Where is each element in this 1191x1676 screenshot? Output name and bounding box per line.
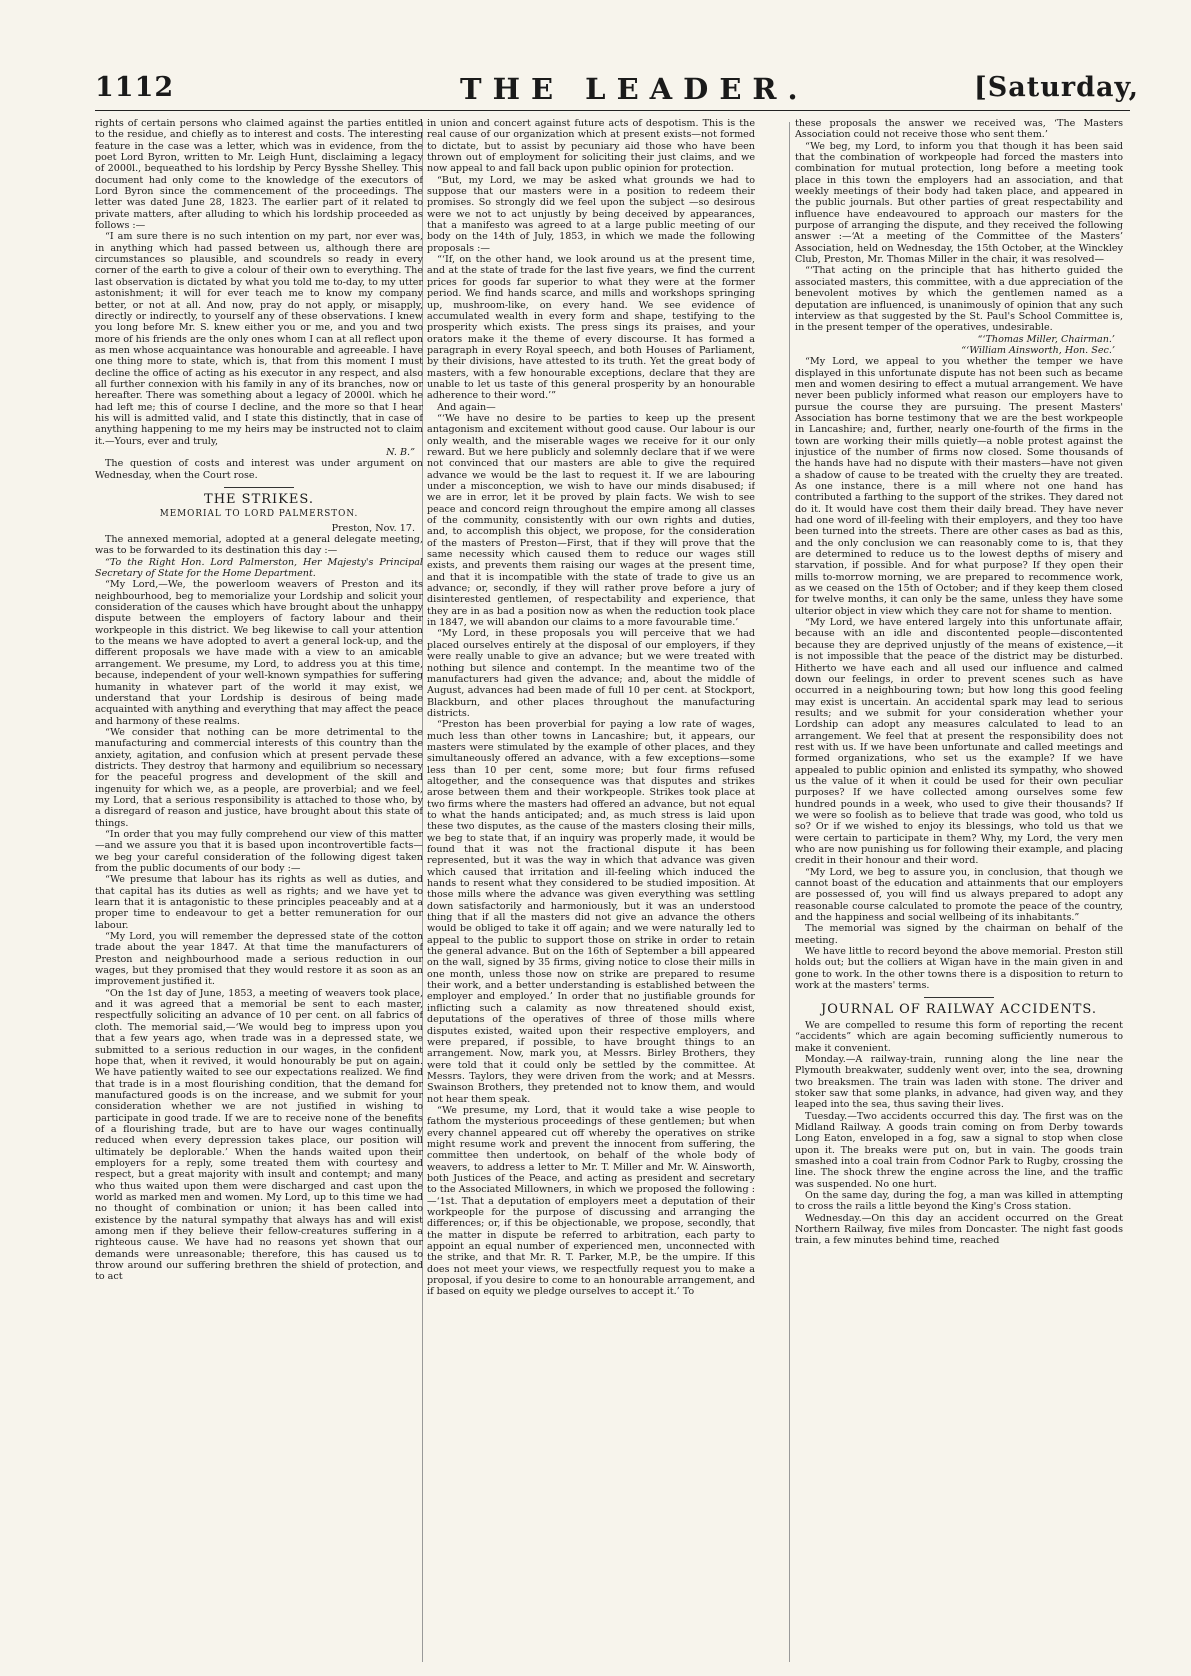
paragraph: “‘That acting on the principle that has hitherto guided the associated masters, this committee, with a due appreciation of the benevolent motives by which the gentlemen named as a deputation are influenced, is unanimously of opinion that any such interview as that suggested by the St. Paul's School Committee is, in the present temper of the operatives, undesirable. — [795, 265, 1123, 334]
paragraph: “My Lord, you will remember the depressed state of the cotton trade about the year 1847. At that time the manufacturers of Preston and neighbourhood made a serious reduction in our wages, but they promised that they would restore it as soon as an improvement justified it. — [95, 931, 423, 988]
paragraph: “‘If, on the other hand, we look around us at the present time, and at the state of trade for the last five years, we find the current prices for goods far superior to what they were at the former period. We find hands scarce, and mills and workshops springing up, mushroom-like, on every hand. We see evidence of accumulated wealth in every form and shape, testifying to the prosperity which exists. The press sings its praises, and your orators make it the theme of every discourse. It has formed a paragraph in every Royal speech, and both Houses of Parliament, by their divisions, have attested to its truth. Yet the great body of masters, with a few honourable exceptions, declare that they are unable to let us taste of this general prosperity by an honourable adherence to their word.’” — [427, 254, 755, 402]
paragraph: “We presume that labour has its rights as well as duties, and that capital has its duties as well as rights; and we have yet to learn that it is antagonistic to these principles peaceably and at a proper time to endeavour to get a better remuneration for our labour. — [95, 874, 423, 931]
column-1 — [95, 118, 423, 1666]
column-3 — [795, 118, 1123, 1666]
section-heading: JOURNAL OF RAILWAY ACCIDENTS. — [820, 1002, 1097, 1018]
paragraph: The question of costs and interest was under argument on Wednesday, when the Court rose. — [95, 458, 423, 481]
masthead — [95, 72, 1139, 112]
paragraph: “I am sure there is no such intention on my part, nor ever was, in anything which had passed between us, although there are circumstances so plausible, and scoundrels so ready in every corner of the earth to give a colour of their own to everything. The last observation is dictated by what you told me to-day, to my utter astonishment; it will for ever teach me to know my company better, or not at all. And now, pray do not apply, or misapply, directly or indirectly, to yourself any of these observations. I knew you long before Mr. S. knew either you or me, and you and two more of his friends are the only ones whom I can at all reflect upon as men whose acquaintance was honourable and agreeable. I have one thing more to state, which is, that from this moment I must decline the office of acting as his executor in any respect, and also all further connexion with his family in any of its branches, now or hereafter. There was something about a legacy of 2000l. which he had left me; this of course I decline, and the more so that I hear his will is admitted valid, and I state this distinctly, that in case of anything happening to me my heirs may be instructed not to claim it.—Yours, ever and truly, — [95, 231, 423, 447]
page-number: 1112 — [95, 72, 175, 103]
newspaper-title: THE LEADER. — [460, 72, 809, 106]
paragraph: “My Lord, we beg to assure you, in conclusion, that though we cannot boast of the education and attainments that our employers are possessed of, you will find us always prepared to adopt any reasonable course calculated to promote the peace of the country, and the happiness and social wellbeing of its inhabitants.” — [795, 866, 1123, 924]
paragraph: these proposals the answer we received was, ‘The Masters Association could not receive those who sent them.’ — [795, 118, 1123, 141]
paragraph: “My Lord,—We, the powerloom weavers of Preston and its neighbourhood, beg to memorialize your Lordship and solicit your consideration of the causes which have brought about the unhappy dispute between the employers of factory labour and their workpeople in this district. We beg likewise to call your attention to the means we have adopted to avert a general lock-up, and the different proposals we have made with a view to an amicable arrangement. We presume, my Lord, to address you at this time, because, independent of your well-known sympathies for suffering humanity in whatever part of the world it may exist, we understand that your Lordship is desirous of being made acquainted with anything and everything that may affect the peace and harmony of these realms. — [95, 579, 423, 727]
paragraph: “In order that you may fully comprehend our view of this matter—and we assure you that it is based upon incontrovertible facts—we beg your careful consideration of the following digest taken from the public documents of our body :— — [95, 828, 423, 874]
paragraph: And again— — [437, 401, 496, 413]
paragraph: We are compelled to resume this form of reporting the recent “accidents” which are again becoming sufficiently numerous to make it convenient. — [795, 1019, 1123, 1054]
paragraph: Wednesday.—On this day an accident occurred on the Great Northern Railway, five miles from Doncaster. The night fast goods train, a few minutes behind time, reached — [795, 1212, 1123, 1247]
signature: “‘William Ainsworth, Hon. Sec.’ — [961, 344, 1115, 356]
section-heading: THE STRIKES. — [204, 492, 314, 507]
paragraph: “We beg, my Lord, to inform you that though it has been said that the combination of workpeople had forced the masters into combination for mutual protection, long before a meeting took place in this town the employers had an association, and that weekly meetings of their body had taken place, and appeared in the public journals. But other parties of great respectability and influence have endeavoured to approach our masters for the purpose of arranging the dispute, and they received the following answer :—‘At a meeting of the Committee of the Masters’ Association, held on Wednesday, the 15th October, at the Winckley Club, Preston, Mr. Thomas Miller in the chair, it was resolved— — [795, 140, 1123, 266]
paragraph: Tuesday.—Two accidents occurred this day. The first was on the Midland Railway. A goods train coming on from Derby towards Long Eaton, enveloped in a fog, saw a signal to stop when close upon it. The breaks were put on, but in vain. The goods train smashed into a coal train from Codnor Park to Rugby, crossing the line. The shock threw the engine across the line, and the traffic was suspended. No one hurt. — [795, 1110, 1123, 1190]
column-rule — [789, 122, 790, 1662]
signature: N. B.” — [386, 446, 415, 458]
paragraph: We have little to record beyond the above memorial. Preston still holds out; but the colliers at Wigan have in the main given in and gone to work. In the other towns there is a disposition to return to work at the masters' terms. — [795, 946, 1123, 992]
paragraph: “‘We have no desire to be parties to keep up the present antagonism and excitement without good cause. Our labour is our only wealth, and the miserable wages we receive for it our only reward. But we here publicly and solemnly declare that if we were not convinced that our masters are able to give the required advance we would be the last to request it. If we are labouring under a misconception, we wish to have our minds disabused; if we are in error, let it be proved by plain facts. We wish to see peace and concord reign throughout the empire among all classes of the community, consistently with our own rights and duties, and, to accomplish this object, we propose, for the consideration of the masters of Preston—First, that if they will prove that the same necessity which caused them to reduce our wages still exists, and prevents them raising our wages at the present time, and that it is incompatible with the state of trade to give us an advance; or, secondly, if they will rather prove before a jury of disinterested gentlemen, of respectability and experience, that they are in as bad a position now as when the reduction took place in 1847, we will abandon our claims to a more favourable time.’ — [427, 412, 755, 629]
address-line: “To the Right Hon. Lord Palmerston, Her Majesty's Principal Secretary of State for the Home Department. — [95, 556, 423, 580]
paragraph: On the same day, during the fog, a man was killed in attempting to cross the rails a little beyond the King's Cross station. — [795, 1189, 1123, 1213]
paragraph: The annexed memorial, adopted at a general delegate meeting, was to be forwarded to its destination this day :— — [95, 534, 423, 557]
paragraph: “My Lord, we appeal to you whether the temper we have displayed in this unfortunate dispute has not been such as became men and women desiring to effect a mutual arrangement. We have never been publicly informed what reason our employers have to pursue the course they are pursuing. The present Masters' Association has borne testimony that we are the best workpeople in Lancashire; and, further, nearly one-fourth of the firms in the town are working their mills quietly—a noble protest against the injustice of the number of firms now closed. Some thousands of the hands have had no dispute with their masters—have not given a shadow of cause to be treated with the cruelty they are treated. As one instance, there is a mill where not one hand has contributed a farthing to the support of the strikes. They dared not do it. It would have cost them their daily bread. They have never had one word of ill-feeling with their employers, and they too have been turned into the streets. There are other cases as bad as this, and the only conclusion we can reasonably come to is, that they are determined to reduce us to the lowest depths of misery and starvation, if possible. And for what purpose? If they open their mills to-morrow morning, we are prepared to recommence work, as we ceased on the 15th of October; and if they keep them closed for twelve months, it can only be the same, unless they have some ulterior object in view which they care not for shame to mention. — [795, 356, 1123, 617]
subheading: MEMORIAL TO LORD PALMERSTON. — [159, 509, 359, 520]
dateline: Preston, Nov. 17. — [331, 522, 415, 534]
divider — [924, 997, 994, 998]
paragraph: “Preston has been proverbial for paying a low rate of wages, much less than other towns in Lancashire; but, it appears, our masters were stimulated by the example of other places, and they simultaneously offered an advance, with a few exceptions—some less than 10 per cent, some more; but four firms refused altogether, and the consequence was that disputes and strikes arose between them and their workpeople. Strikes took place at two firms where the masters had offered an advance, but not equal to what the hands anticipated; and, as much stress is laid upon these two disputes, as the cause of the masters closing their mills, we beg to state that, if an inquiry was properly made, it would be found that it was not the fractional dispute it has been represented, but it was the way in which that advance was given which caused that irritation and ill-feeling which induced the hands to resent what they considered to be studied imposition. At those mills where the advance was given everything was settling down satisfactorily and harmoniously, but it was an understood thing that if all the masters did not give an advance the others would be obliged to take it off again; and we were naturally led to appeal to the public to support those on strike in order to retain the general advance. But on the 16th of September a bill appeared on the wall, signed by 35 firms, giving notice to close their mills in one month, unless those now on strike are prepared to resume their work, and a better understanding is established between the employer and employed.’ In order that no justifiable grounds for inflicting such a calamity as now threatened should exist, deputations of the operatives of three of those mills where disputes existed, waited upon their respective employers, and were prepared, if possible, to have brought things to an arrangement. Now, mark you, at Messrs. Birley Brothers, they were told that it could only be settled by the committee. At Messrs. Taylors, they were driven from the work; and at Messrs. Swainson Brothers, they pretended not to know them, and would not hear them speak. — [427, 719, 755, 1105]
paragraph: “My Lord, in these proposals you will perceive that we had placed ourselves entirely at the disposal of our employers, if they were really unable to give an advance; but we were treated with nothing but silence and contempt. In the meantime two of the manufacturers had given the advance; and, about the middle of August, advances had been made of full 10 per cent. at Stockport, Blackburn, and other places throughout the manufacturing districts. — [427, 628, 755, 719]
divider — [224, 487, 294, 488]
paragraph: The memorial was signed by the chairman on behalf of the meeting. — [795, 923, 1123, 946]
paragraph: in union and concert against future acts of despotism. This is the real cause of our organization which at present exists—not formed to dictate, but to assist by pecuniary aid those who have been thrown out of employment for soliciting their just claims, and we now appeal to and fall back upon public opinion for protection. — [427, 118, 755, 175]
paragraph: Monday.—A railway-train, running along the line near the Plymouth breakwater, suddenly went over, into the sea, drowning two breaksmen. The train was laden with stone. The driver and stoker saw that some planks, in advance, had given way, and they leaped into the sea, thus saving their lives. — [795, 1053, 1123, 1111]
paragraph: “We consider that nothing can be more detrimental to the manufacturing and commercial interests of this country than the anxiety, agitation, and confusion which at present pervade these districts. They destroy that harmony and equilibrium so necessary for the peaceful progress and development of the skill and ingenuity for which we, as a people, are proverbial; and we feel, my Lord, that a serious responsibility is attached to those who, by a disregard of reason and justice, have brought about this state of things. — [95, 726, 423, 829]
paragraph: rights of certain persons who claimed against the parties entitled to the residue, and chiefly as to interest and costs. The interesting feature in the case was a letter, which was in evidence, from the poet Lord Byron, written to Mr. Leigh Hunt, disclaiming a legacy of 2000l., bequeathed to his lordship by Percy Bysshe Shelley. This document had only come to the knowledge of the executors of Lord Byron since the commencement of the proceedings. The letter was dated June 28, 1823. The earlier part of it related to private matters, after alluding to which his lordship proceeded as follows :— — [95, 118, 423, 232]
paragraph: “But, my Lord, we may be asked what grounds we had to suppose that our masters were in a position to redeem their promises. So strongly did we feel upon the subject —so desirous were we not to act unjustly by being deceived by appearances, that a manifesto was agreed to at a large public meeting of our body on the 14th of July, 1853, in which we made the following proposals :— — [427, 174, 755, 254]
paragraph: “We presume, my Lord, that it would take a wise people to fathom the mysterious proceedings of these gentlemen; but when every channel appeared cut off whereby the operatives on strike might resume work and prevent the innocent from suffering, the committee then undertook, on behalf of the whole body of weavers, to address a letter to Mr. T. Miller and Mr. W. Ainsworth, both Justices of the Peace, and acting as president and secretary to the Associated Millowners, in which we proposed the following :—‘1st. That a deputation of employers meet a deputation of their workpeople for the purpose of discussing and arranging the differences; or, if this be objectionable, we propose, secondly, that the matter in dispute be referred to arbitration, each party to appoint an equal number of experienced men, unconnected with the strike, and that Mr. R. T. Parker, M.P., be the umpire. If this does not meet your views, we respectfully request you to make a proposal, if you desire to come to an honourable arrangement, and if based on equity we pledge ourselves to accept it.’ To — [427, 1104, 755, 1298]
paragraph: “My Lord, we have entered largely into this unfortunate affair, because with an idle and discontented people—discontented because they are deprived unjustly of the means of existence,—it is not impossible that the peace of the district may be disturbed. Hitherto we have each and all used our influence and calmed down our feelings, in order to prevent scenes such as have occurred in a neighbouring town; but how long this good feeling may exist is uncertain. An accidental spark may lead to serious results; and we submit for your consideration whether your Lordship can adopt any measures calculated to lead to an arrangement. We feel that at present the responsibility does not rest with us. If we have been unfortunate and called meetings and formed organizations, who set us the example? If we have appealed to public opinion and enlisted its sympathy, who showed us the value of it when it could be used for their own peculiar purposes? If we have collected among ourselves some few hundred pounds in a week, who used to give their thousands? If we were so foolish as to believe that trade was good, who told us so? Or if we wished to enjoy its blessings, who told us that we were certain to participate in them? Why, my Lord, the very men who are now punishing us for following their example, and placing credit in their honour and their word. — [795, 617, 1123, 867]
issue-day: [Saturday, — [974, 72, 1139, 103]
column-2 — [427, 118, 755, 1666]
masthead-rule — [95, 110, 1130, 111]
paragraph: “On the 1st day of June, 1853, a meeting of weavers took place, and it was agreed that a memorial be sent to each master, respectfully soliciting an advance of 10 per cent. on all fabrics of cloth. The memorial said,—‘We would beg to impress upon you that a few years ago, when trade was in a depressed state, we submitted to a serious reduction in our wages, in the confident hope that, when it revived, it would honourably be put on again. We have patiently waited to see our expectations realized. We find that trade is in a most flourishing condition, that the demand for manufactured goods is on the increase, and we submit for your consideration whether we are not justified in wishing to participate in good trade. If we are to receive none of the benefits of a flourishing trade, but are to have our wages continually reduced when every depression takes place, our position will ultimately be deplorable.’ When the hands waited upon their employers for a reply, some treated them with courtesy and respect, but a great majority with insult and contempt; and many who thus waited upon them were discharged and cast upon the world as marked men and women. My Lord, up to this time we had no thought of combination or union; it has been called into existence by the natural sympathy that always has and will exist among men if they believe their fellow-creatures suffering in a righteous cause. We have had no reasons yet shown that our demands were unreasonable; therefore, this has caused us to throw around our suffering brethren the shield of protection, and to act — [95, 987, 423, 1283]
signature: “‘Thomas Miller, Chairman.’ — [977, 333, 1115, 345]
